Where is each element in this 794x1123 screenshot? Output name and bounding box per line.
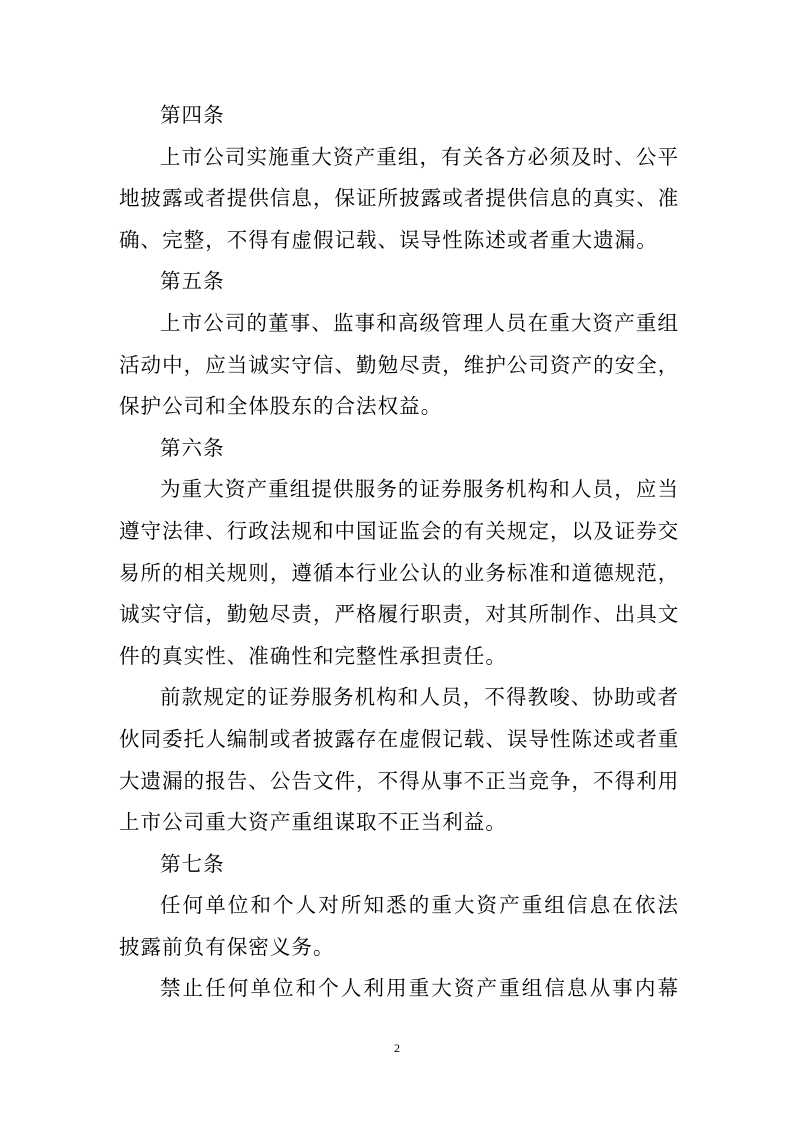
article-heading: 第四条 xyxy=(160,103,225,127)
article-heading: 第六条 xyxy=(160,435,225,460)
paragraph-line: 披露前负有保密义务。 xyxy=(119,934,335,959)
paragraph-line: 确、完整，不得有虚假记载、误导性陈述或者重大遗漏。 xyxy=(119,227,658,252)
paragraph-line: 为重大资产重组提供服务的证券服务机构和人员，应当 xyxy=(160,477,679,502)
paragraph-line: 伙同委托人编制或者披露存在虚假记载、误导性陈述或者重 xyxy=(119,726,680,751)
paragraph-line: 上市公司重大资产重组谋取不正当利益。 xyxy=(119,810,507,835)
body-text xyxy=(119,95,679,1010)
paragraph-line: 大遗漏的报告、公告文件，不得从事不正当竞争，不得利用 xyxy=(119,768,680,793)
paragraph-line: 易所的相关规则，遵循本行业公认的业务标准和道德规范， xyxy=(119,560,680,585)
page-number: 2 xyxy=(394,1041,400,1055)
paragraph-line: 禁止任何单位和个人利用重大资产重组信息从事内幕 xyxy=(160,976,679,1001)
paragraph-line: 前款规定的证券服务机构和人员，不得教唆、协助或者 xyxy=(160,685,679,710)
paragraph-line: 上市公司实施重大资产重组，有关各方必须及时、公平 xyxy=(160,144,679,169)
paragraph-line: 地披露或者提供信息，保证所披露或者提供信息的真实、准 xyxy=(119,186,680,211)
paragraph-line: 保护公司和全体股东的合法权益。 xyxy=(119,394,443,419)
paragraph-line: 件的真实性、准确性和完整性承担责任。 xyxy=(119,643,507,668)
paragraph-line: 诚实守信，勤勉尽责，严格履行职责，对其所制作、出具文 xyxy=(119,602,680,627)
paragraph-line: 遵守法律、行政法规和中国证监会的有关规定，以及证券交 xyxy=(119,518,680,543)
paragraph-line: 活动中，应当诚实守信、勤勉尽责，维护公司资产的安全， xyxy=(119,352,680,377)
paragraph-line: 上市公司的董事、监事和高级管理人员在重大资产重组 xyxy=(160,310,679,335)
article-heading: 第七条 xyxy=(160,851,225,876)
article-heading: 第五条 xyxy=(160,269,225,294)
paragraph-line: 任何单位和个人对所知悉的重大资产重组信息在依法 xyxy=(160,893,679,918)
